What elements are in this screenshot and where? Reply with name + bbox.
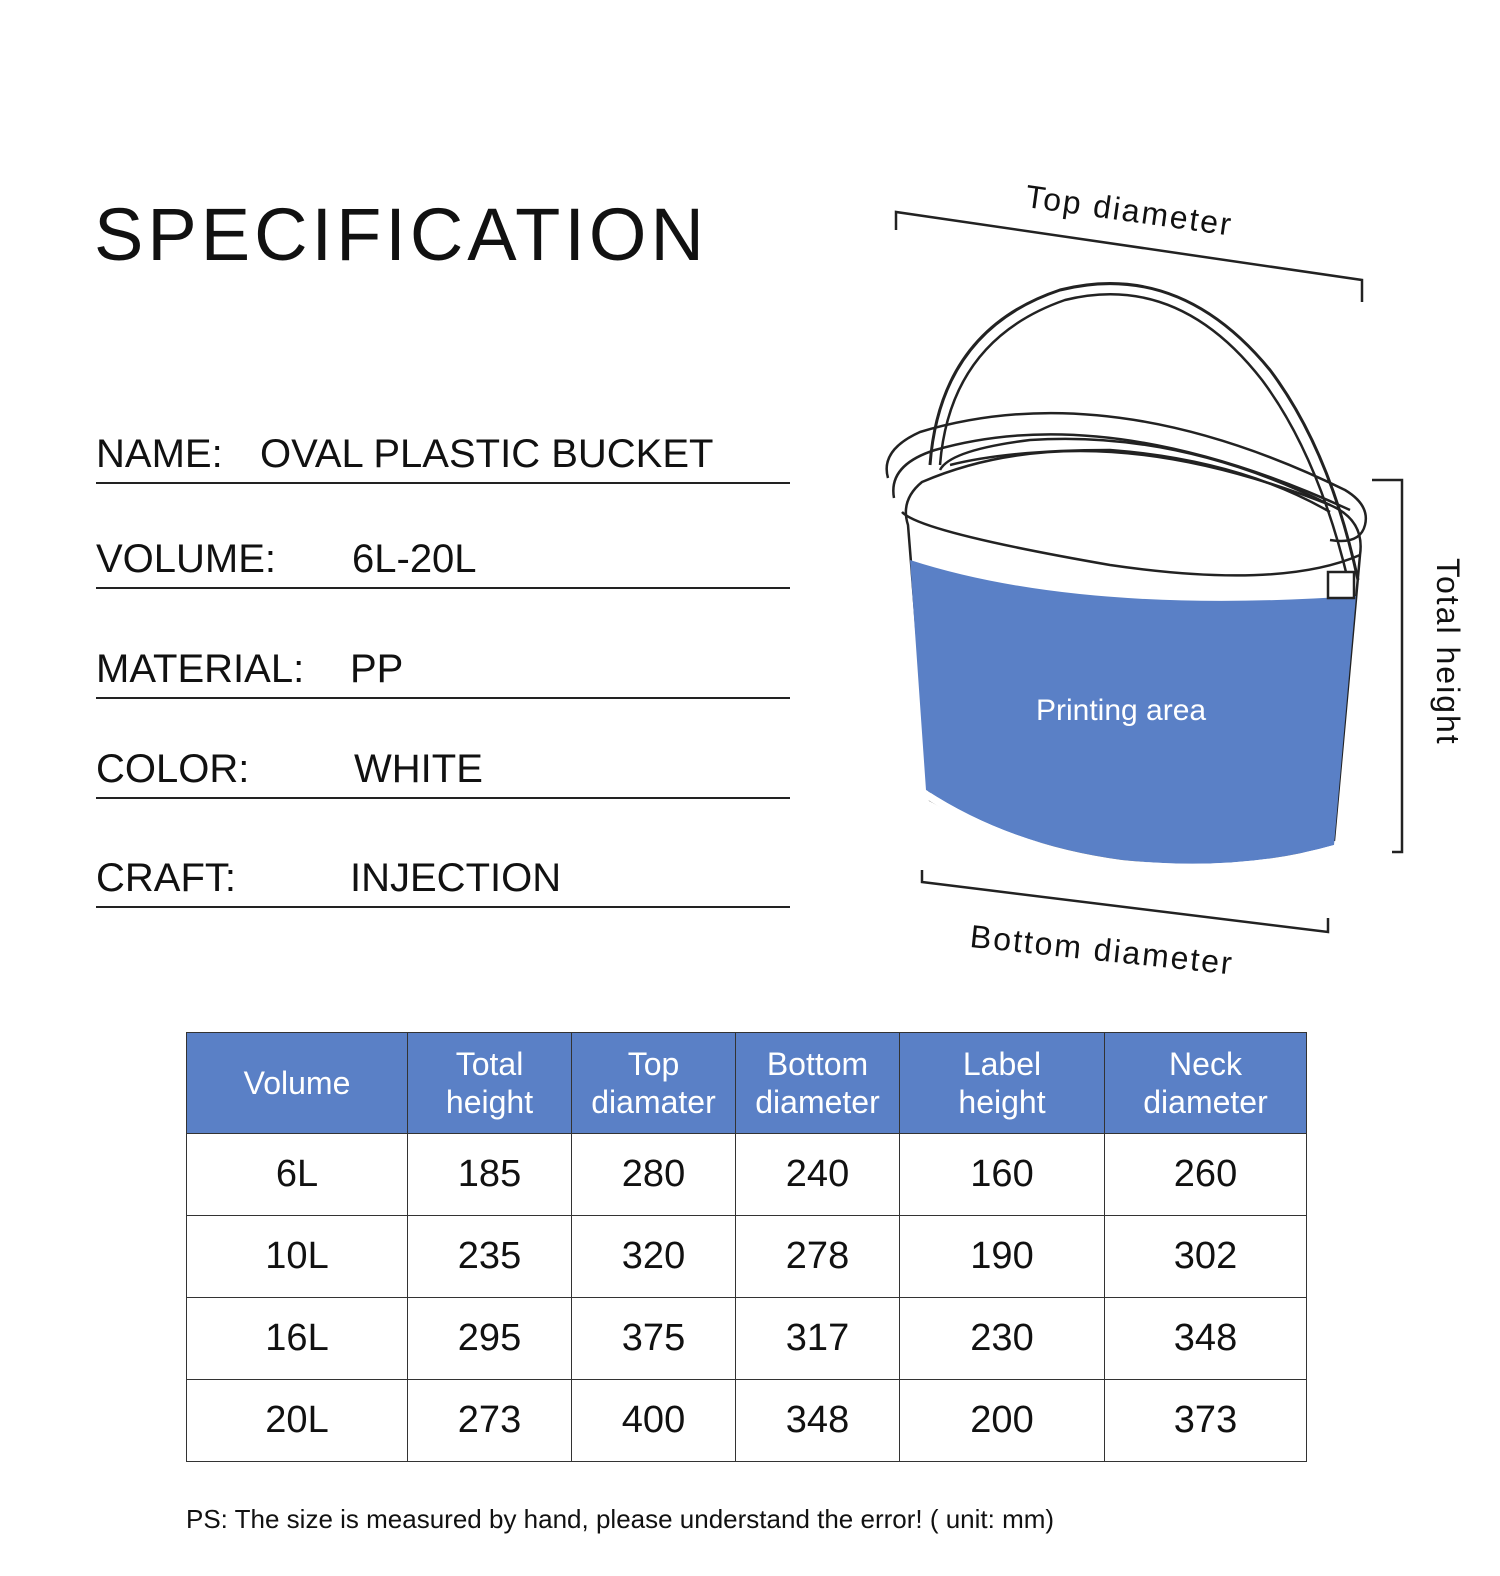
- table-row: [187, 1216, 1307, 1298]
- printing-area-label: Printing area: [1036, 694, 1207, 727]
- spec-row-material: [96, 637, 790, 699]
- header-cell: Volume: [187, 1033, 408, 1134]
- table-cell: 20L: [187, 1380, 408, 1462]
- table-cell: 400: [572, 1380, 736, 1462]
- table-cell: 10L: [187, 1216, 408, 1298]
- table-cell: 273: [408, 1380, 572, 1462]
- table-cell: 230: [900, 1298, 1105, 1380]
- table-row: [187, 1380, 1307, 1462]
- spec-value: INJECTION: [350, 856, 562, 900]
- spec-value: OVAL PLASTIC BUCKET: [260, 432, 714, 476]
- table-cell: 260: [1105, 1134, 1307, 1216]
- header-cell: Total height: [408, 1033, 572, 1134]
- table-cell: 348: [736, 1380, 900, 1462]
- measurement-note: PS: The size is measured by hand, please understand the error! ( unit: mm): [186, 1504, 1055, 1534]
- spec-label: CRAFT:: [96, 856, 236, 900]
- height-bracket: [1372, 480, 1402, 852]
- table-cell: 317: [736, 1298, 900, 1380]
- header-cell: Bottom diameter: [736, 1033, 900, 1134]
- table-cell: 200: [900, 1380, 1105, 1462]
- table-cell: 302: [1105, 1216, 1307, 1298]
- table-row: [187, 1298, 1307, 1380]
- page-title: SPECIFICATION: [94, 193, 708, 276]
- handle-clip: [1328, 572, 1354, 598]
- bucket-illustration: [860, 160, 1500, 1000]
- table-cell: 6L: [187, 1134, 408, 1216]
- table-cell: 185: [408, 1134, 572, 1216]
- table-cell: 295: [408, 1298, 572, 1380]
- header-cell: Label height: [900, 1033, 1105, 1134]
- table-header-row: [187, 1033, 1307, 1134]
- spec-label: COLOR:: [96, 747, 250, 791]
- bottom-diameter-label: Bottom diameter: [968, 918, 1236, 982]
- spec-table: [186, 1032, 1307, 1462]
- table-cell: 320: [572, 1216, 736, 1298]
- spec-label: VOLUME:: [96, 537, 277, 581]
- total-height-label: Total height: [1430, 558, 1466, 746]
- table-cell: 160: [900, 1134, 1105, 1216]
- spec-row-name: [96, 422, 790, 484]
- table-cell: 278: [736, 1216, 900, 1298]
- spec-row-color: [96, 737, 790, 799]
- top-diameter-label: Top diameter: [1023, 178, 1236, 243]
- table-row: [187, 1134, 1307, 1216]
- header-cell: Neck diameter: [1105, 1033, 1307, 1134]
- spec-row-craft: [96, 846, 790, 908]
- spec-row-volume: [96, 527, 790, 589]
- table-cell: 190: [900, 1216, 1105, 1298]
- header-cell: Top diamater: [572, 1033, 736, 1134]
- spec-value: 6L-20L: [352, 537, 477, 581]
- table-cell: 348: [1105, 1298, 1307, 1380]
- spec-label: NAME:: [96, 432, 223, 476]
- spec-value: PP: [350, 647, 404, 691]
- table-cell: 16L: [187, 1298, 408, 1380]
- spec-label: MATERIAL:: [96, 647, 305, 691]
- table-cell: 235: [408, 1216, 572, 1298]
- table-cell: 280: [572, 1134, 736, 1216]
- table-cell: 240: [736, 1134, 900, 1216]
- spec-value: WHITE: [354, 747, 483, 791]
- table-cell: 373: [1105, 1380, 1307, 1462]
- bucket-diagram: [860, 160, 1500, 1000]
- table-cell: 375: [572, 1298, 736, 1380]
